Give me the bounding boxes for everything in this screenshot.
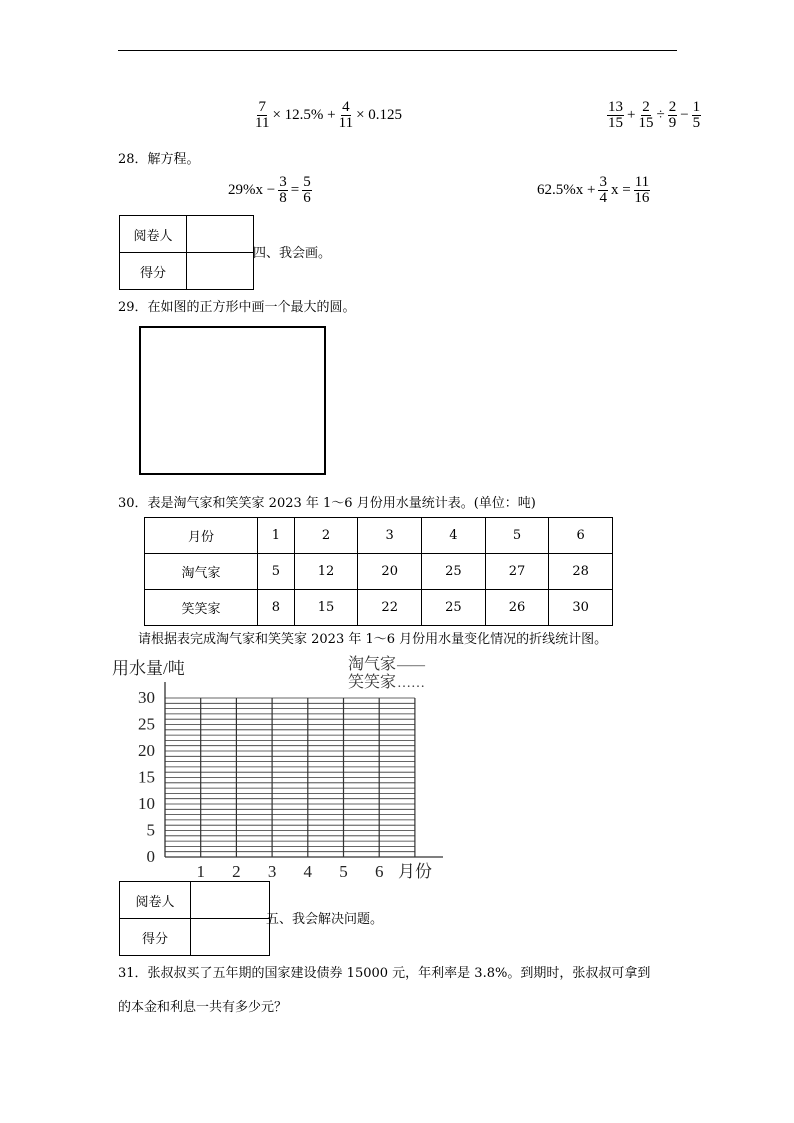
score-field[interactable] xyxy=(191,919,270,956)
score-box-section5 xyxy=(119,881,270,956)
line-chart-grid[interactable] xyxy=(110,650,450,885)
score-label: 得分 xyxy=(120,919,191,956)
grader-label: 阅卷人 xyxy=(120,216,187,253)
q28-title: 28．解方程。 xyxy=(118,152,200,167)
section5-title: 五、我会解决问题。 xyxy=(266,912,384,927)
x-tick-label: 5 xyxy=(339,862,348,881)
y-tick-label: 25 xyxy=(138,714,155,734)
denominator: 4 xyxy=(599,190,607,206)
score-label: 得分 xyxy=(120,253,187,290)
numerator: 5 xyxy=(303,174,311,190)
numerator: 11 xyxy=(634,174,650,190)
table-cell: 12 xyxy=(294,554,358,590)
x-tick-label: 3 xyxy=(267,862,277,881)
table-cell: 27 xyxy=(485,554,549,590)
denominator: 15 xyxy=(608,115,623,131)
table-cell: 5 xyxy=(485,518,549,554)
operator: − xyxy=(680,107,689,123)
section4-title: 四、我会画。 xyxy=(253,246,332,261)
denominator: 6 xyxy=(303,190,311,206)
numerator: 2 xyxy=(642,99,650,115)
legend-style: —— xyxy=(397,658,425,673)
equation-1 xyxy=(228,175,312,206)
table-cell: 月份 xyxy=(145,518,258,554)
q31-line2: 的本金和利息一共有多少元？ xyxy=(118,1000,288,1015)
numerator: 3 xyxy=(599,174,607,190)
table-cell: 淘气家 xyxy=(145,554,258,590)
grader-label: 阅卷人 xyxy=(120,882,191,919)
numerator: 7 xyxy=(258,99,266,115)
table-header-row xyxy=(145,518,613,554)
drawing-square[interactable] xyxy=(139,326,326,475)
x-tick-label: 2 xyxy=(232,862,241,881)
y-tick-label: 0 xyxy=(146,847,155,866)
q30-title: 30．表是淘气家和笑笑家 2023 年 1～6 月份用水量统计表。(单位：吨) xyxy=(118,496,536,511)
q30-instruction: 请根据表完成淘气家和笑笑家 2023 年 1～6 月份用水量变化情况的折线统计图。 xyxy=(138,632,608,647)
denominator: 16 xyxy=(634,190,650,206)
y-axis-label: 用水量/吨 xyxy=(112,659,185,678)
x-tick-label: 1 xyxy=(196,862,205,881)
table-cell: 28 xyxy=(549,554,613,590)
numerator: 1 xyxy=(692,99,701,115)
y-tick-label: 15 xyxy=(138,767,155,787)
legend-label: 笑笑家 xyxy=(348,674,397,691)
table-cell: 1 xyxy=(258,518,295,554)
table-cell: 15 xyxy=(294,590,358,626)
header-rule xyxy=(118,50,677,51)
calc-expression-1 xyxy=(255,100,402,131)
table-cell: 22 xyxy=(358,590,422,626)
table-cell: 8 xyxy=(258,590,295,626)
legend-label: 淘气家 xyxy=(348,656,397,673)
grader-field[interactable] xyxy=(187,216,254,253)
table-cell: 25 xyxy=(422,554,486,590)
table-cell: 4 xyxy=(422,518,486,554)
denominator: 11 xyxy=(338,115,354,131)
q29-title: 29．在如图的正方形中画一个最大的圆。 xyxy=(118,300,356,315)
q31-line1: 31．张叔叔买了五年期的国家建设债券 15000 元，年利率是 3.8%。到期时，张叔叔可拿到 xyxy=(118,966,651,981)
x-axis-label: 月份 xyxy=(398,862,432,881)
legend-style: …… xyxy=(397,676,425,691)
operator: + xyxy=(627,107,636,123)
table-cell: 25 xyxy=(422,590,486,626)
denominator: 11 xyxy=(255,115,270,131)
table-row xyxy=(145,590,613,626)
operator: × 0.125 xyxy=(356,107,403,123)
denominator: 15 xyxy=(638,115,654,131)
table-cell: 26 xyxy=(485,590,549,626)
table-cell: 笑笑家 xyxy=(145,590,258,626)
calc-expression-2 xyxy=(607,100,701,131)
table-cell: 2 xyxy=(294,518,358,554)
score-box-section4 xyxy=(119,215,254,290)
table-cell: 6 xyxy=(549,518,613,554)
denominator: 8 xyxy=(279,190,287,206)
y-tick-label: 20 xyxy=(138,741,155,760)
denominator: 5 xyxy=(692,115,701,131)
water-usage-table xyxy=(144,517,613,626)
operator: × 12.5% + xyxy=(272,107,336,123)
numerator: 13 xyxy=(608,99,623,115)
equation-2 xyxy=(537,175,650,206)
x-tick-label: 6 xyxy=(374,862,384,881)
equation-term: 29%x − xyxy=(228,182,276,198)
equation-term: 62.5%x + xyxy=(537,182,596,198)
operator: ÷ xyxy=(656,107,665,123)
table-cell: 3 xyxy=(358,518,422,554)
denominator: 9 xyxy=(668,115,677,131)
numerator: 2 xyxy=(668,99,677,115)
score-field[interactable] xyxy=(187,253,254,290)
equals: = xyxy=(290,182,300,198)
y-tick-label: 30 xyxy=(138,688,155,707)
table-cell: 5 xyxy=(258,554,295,590)
table-row xyxy=(145,554,613,590)
equation-term: x = xyxy=(610,182,631,198)
numerator: 3 xyxy=(279,174,287,190)
numerator: 4 xyxy=(342,99,350,115)
table-cell: 20 xyxy=(358,554,422,590)
y-tick-label: 5 xyxy=(146,820,155,840)
y-tick-label: 10 xyxy=(138,794,155,813)
x-tick-label: 4 xyxy=(303,862,313,881)
table-cell: 30 xyxy=(549,590,613,626)
grader-field[interactable] xyxy=(191,882,270,919)
